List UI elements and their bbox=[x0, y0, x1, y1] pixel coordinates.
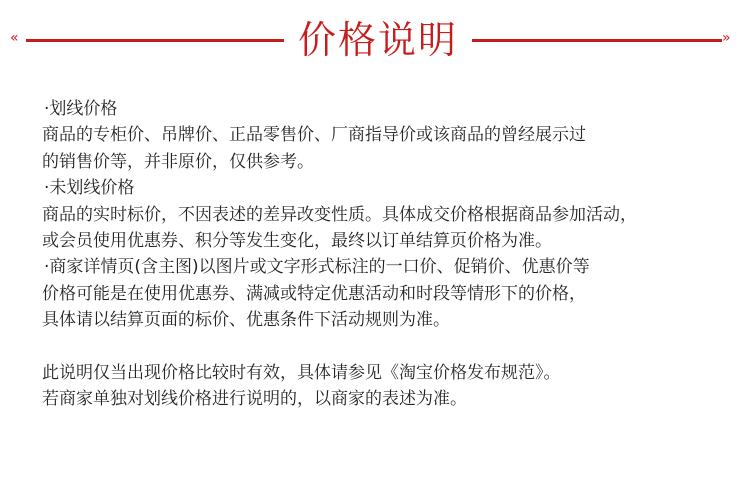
page-title: 价格说明 bbox=[297, 18, 458, 62]
section-text: 具体请以结算页面的标价、优惠条件下活动规则为准。 bbox=[42, 310, 450, 331]
section-heading-merchant-detail-price: ·商家详情页(含主图)以图片或文字形式标注的一口价、促销价、优惠价等 bbox=[44, 257, 590, 278]
header-divider-right bbox=[472, 39, 722, 42]
header bbox=[0, 0, 750, 80]
section-text: 或会员使用优惠券、积分等发生变化，最终以订单结算页价格为准。 bbox=[42, 231, 552, 252]
price-explanation-content bbox=[42, 96, 722, 412]
footer-note: 若商家单独对划线价格进行说明的，以商家的表述为准。 bbox=[42, 389, 467, 410]
section-text: 商品的专柜价、吊牌价、正品零售价、厂商指导价或该商品的曾经展示过 bbox=[42, 125, 586, 146]
spacer bbox=[42, 334, 722, 360]
section-text: 的销售价等，并非原价，仅供参考。 bbox=[42, 151, 314, 172]
section-heading-uncrossed-price: ·未划线价格 bbox=[44, 178, 135, 199]
section-text: 价格可能是在使用优惠券、满减或特定优惠活动和时段等情形下的价格， bbox=[42, 283, 586, 304]
header-divider-left bbox=[26, 39, 284, 42]
right-chevrons-icon: » bbox=[722, 30, 730, 46]
left-chevrons-icon: « bbox=[10, 30, 18, 46]
footer-note: 此说明仅当出现价格比较时有效，具体请参见《淘宝价格发布规范》。 bbox=[42, 362, 561, 383]
section-text: 商品的实时标价，不因表述的差异改变性质。具体成交价格根据商品参加活动， bbox=[42, 204, 637, 225]
section-heading-crossed-price: ·划线价格 bbox=[44, 99, 118, 119]
